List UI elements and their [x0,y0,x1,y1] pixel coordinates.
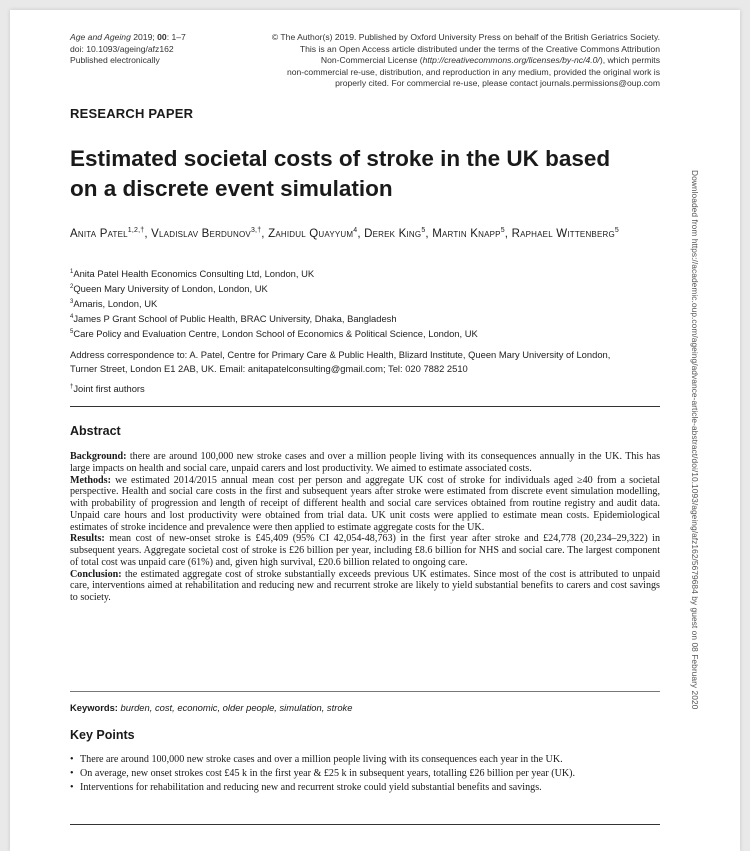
abstract-section: Results: mean cost of new-onset stroke is £45,409 (95% CI 42,054-48,763) in the first year after stroke and £24,778 (20,234–29,322) in subsequent years. Aggregate societal cost of stroke is £26 billion per year, including £8.6 billion for NHS and social care. The largest component of total cost was unpaid care (61%) and, given high survival, £20.6 billion related to ongoing care. [70,533,660,568]
license-notice: © The Author(s) 2019. Published by Oxford University Press on behalf of the British Geriatrics Society. This is an Open Access article distributed under the terms of the Creative Commons Attribution Non-Commercial License (http://creativecommons.org/licenses/by-nc/4.0/), which permits non-commercial re-use, distribution, and reproduction in any medium, provided the original work is properly cited. For commercial re-use, please contact journals.permissions@oup.com [271,32,660,88]
author: Martin Knapp$^5$, [432,227,512,240]
key-points-list [70,753,670,795]
list-item: • Interventions for rehabilitation and reducing new and recurrent stroke could yield substantial benefits and savings. [70,782,542,793]
abstract-section: Methods: we estimated 2014/2015 annual mean cost per person and aggregate UK cost of stroke for individuals aged ≥40 from a societal perspective. Health and social care costs in the first and subsequent years after stroke were estimated from discrete event simulation modelling, with probability of progression and length of receipt of different health and social care services obtained from routine registry and audit data. Unpaid care hours and lost productivity were obtained from trial data. UK unit costs were applied to estimate mean costs. Epidemiological estimates of stroke incidence and prevalence were then applied to estimate aggregate costs for the UK. [70,474,660,533]
keywords: Keywords: burden, cost, economic, older people, simulation, stroke [70,702,353,713]
correspondence-address: Address correspondence to: A. Patel, Centre for Primary Care & Public Health, Blizard Institute, Queen Mary University of London, Turner Street, London E1 2AB, UK. Email: anitapatelconsulting@gmail.com; Tel: 020 7882 2510 [70,349,611,374]
download-watermark: Downloaded from https://academic.oup.com/ageing/advance-article-abstract/doi/10.1093/ageing/afz162/5679684 by guest on 08 February 2020 [690,170,700,710]
published-note: Published electronically [70,55,160,65]
list-item: • On average, new onset strokes cost £45 k in the first year & £25 k in subsequent years, totalling £26 billion per year (UK). [70,768,576,779]
affiliation: $^4$James P Grant School of Public Health, BRAC University, Dhaka, Bangladesh [70,313,397,325]
author: Raphael Wittenberg$^5$ [511,227,619,240]
divider [70,406,660,407]
journal-citation: Age and Ageing 2019; 00: 1–7 doi: 10.1093/ageing/afz162 Published electronically [70,32,186,65]
journal-name: Age and Ageing [70,32,131,42]
author-list [70,223,650,242]
article-type: RESEARCH PAPER [70,106,194,121]
key-points-heading: Key Points [70,728,135,742]
affiliation: $^2$Queen Mary University of London, London, UK [70,283,268,295]
license-link[interactable]: http://creativecommons.org/licenses/by-nc/4.0/ [422,55,600,65]
affiliation: $^3$Amaris, London, UK [70,298,158,310]
paper-page [10,10,740,851]
affiliations [70,266,650,341]
divider [70,824,660,825]
volume: 00 [157,32,167,42]
list-item: • There are around 100,000 new stroke cases and over a million people living with its consequences each year in the UK. [70,754,563,765]
article-title: Estimated societal costs of stroke in the UK based on a discrete event simulation [70,146,611,201]
author: Anita Patel$^{1,2,\dagger}$, [70,227,152,240]
divider [70,691,660,692]
joint-authors-note: †Joint first authors [70,383,145,394]
abstract-heading: Abstract [70,424,121,438]
author: Derek King$^5$, [364,227,433,240]
affiliation: $^1$Anita Patel Health Economics Consulting Ltd, London, UK [70,268,315,280]
author: Vladislav Berdunov$^{3,\dagger}$, [151,227,269,240]
author: Zahidul Quayyum$^4$, [268,227,365,240]
abstract-section: Conclusion: the estimated aggregate cost of stroke substantially exceeds previous UK estimates. Since most of the cost is attributed to unpaid care, interventions aimed at rehabilitation and reducing new and recurrent stroke are likely to yield substantial benefits to carers and cost savings to society. [70,568,660,603]
abstract-section: Background: there are around 100,000 new stroke cases and over a million people living with its consequences annually in the UK. This has large impacts on health and social care, unpaid carers and lost productivity. We aimed to estimate associated costs. [70,451,660,474]
abstract-body [70,451,660,604]
affiliation: $^5$Care Policy and Evaluation Centre, London School of Economics & Political Science, London, UK [70,328,478,340]
doi: doi: 10.1093/ageing/afz162 [70,43,174,54]
